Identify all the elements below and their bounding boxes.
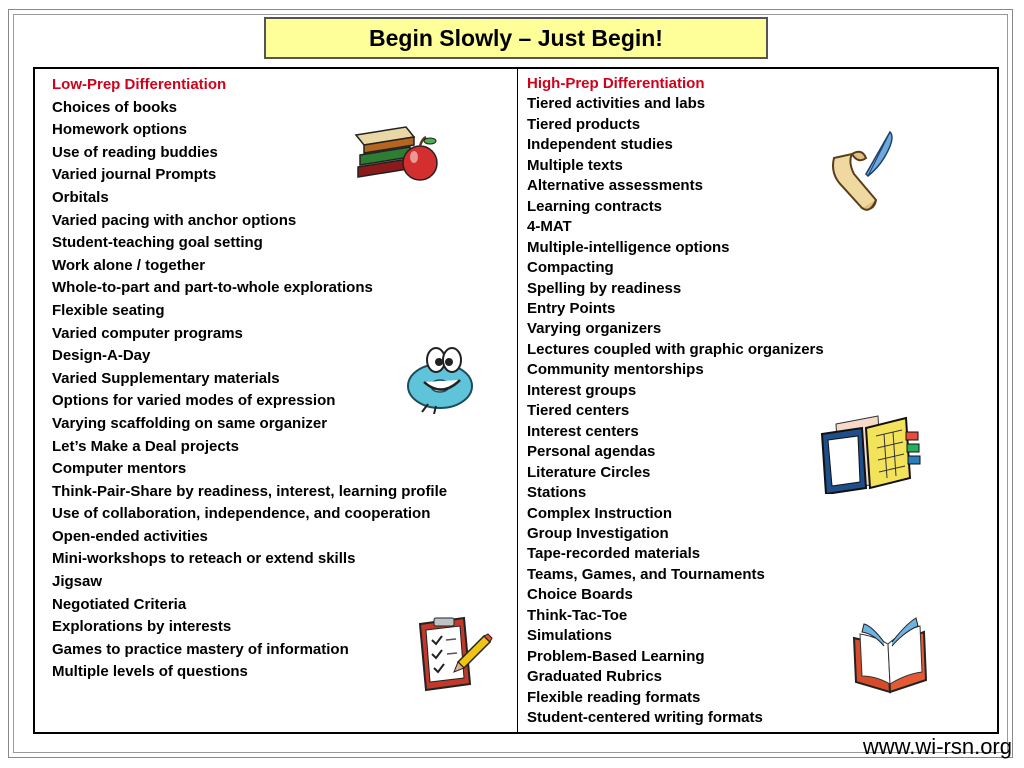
clipboard-icon	[414, 614, 494, 692]
list-item: Interest centers	[527, 422, 639, 440]
list-item: Student-teaching goal setting	[52, 234, 263, 252]
list-item: Group Investigation	[527, 524, 669, 542]
list-item: Varied pacing with anchor options	[52, 211, 297, 229]
list-item: Work alone / together	[52, 256, 206, 274]
list-item: Use of reading buddies	[52, 143, 218, 161]
list-item: Open-ended activities	[52, 527, 208, 545]
list-item: Compacting	[527, 259, 614, 277]
slide-title: Begin Slowly – Just Begin!	[369, 24, 663, 51]
low-prep-header: Low-Prep Differentiation	[52, 76, 227, 93]
list-item: Tape-recorded materials	[527, 545, 701, 563]
list-item: Flexible reading formats	[527, 688, 701, 706]
list-item: Options for varied modes of expression	[52, 392, 336, 410]
high-prep-header: High-Prep Differentiation	[527, 75, 705, 92]
list-item: Varying scaffolding on same organizer	[52, 414, 328, 432]
list-item: Independent studies	[527, 136, 673, 154]
list-item: Tiered activities and labs	[527, 95, 706, 113]
list-item: Varying organizers	[527, 320, 662, 338]
list-item: Interest groups	[527, 381, 637, 399]
list-item: Spelling by readiness	[527, 279, 682, 297]
list-item: Community mentorships	[527, 361, 704, 379]
high-prep-column	[527, 74, 824, 729]
list-item: Mini-workshops to reteach or extend skills	[52, 550, 356, 568]
list-item: Stations	[527, 484, 587, 502]
list-item: Learning contracts	[527, 197, 663, 215]
list-item: Tiered products	[527, 115, 641, 133]
list-item: Whole-to-part and part-to-whole explorations	[52, 279, 373, 297]
list-item: Use of collaboration, independence, and cooperation	[52, 505, 431, 523]
list-item: 4-MAT	[527, 218, 572, 236]
list-item: Varied Supplementary materials	[52, 369, 280, 387]
list-item: Problem-Based Learning	[527, 647, 705, 665]
books-apple-icon	[350, 115, 442, 187]
list-item: Varied journal Prompts	[52, 166, 217, 184]
list-item: Complex Instruction	[527, 504, 673, 522]
list-item: Negotiated Criteria	[52, 595, 187, 613]
footer-url: www.wi-rsn.org	[862, 734, 1012, 759]
list-item: Varied computer programs	[52, 324, 243, 342]
list-item: Teams, Games, and Tournaments	[527, 565, 765, 583]
list-item: Games to practice mastery of information	[52, 640, 349, 658]
list-item: Alternative assessments	[527, 177, 703, 195]
list-item: Multiple texts	[527, 156, 623, 174]
list-item: Choice Boards	[527, 586, 633, 604]
list-item: Think-Tac-Toe	[527, 606, 628, 624]
list-item: Choices of books	[52, 98, 178, 116]
list-item: Explorations by interests	[52, 618, 232, 636]
list-item: Multiple-intelligence options	[527, 238, 730, 256]
list-item: Orbitals	[52, 188, 109, 206]
list-item: Student-centered writing formats	[527, 709, 763, 727]
title-box	[264, 17, 768, 59]
binder-icon	[818, 412, 926, 494]
list-item: Computer mentors	[52, 460, 187, 478]
list-item: Flexible seating	[52, 301, 165, 319]
column-divider	[517, 69, 518, 732]
list-item: Tiered centers	[527, 402, 630, 420]
list-item: Personal agendas	[527, 443, 656, 461]
list-item: Simulations	[527, 627, 613, 645]
list-item: Literature Circles	[527, 463, 651, 481]
scroll-quill-icon	[822, 128, 898, 214]
list-item: Lectures coupled with graphic organizers	[527, 340, 824, 358]
list-item: Entry Points	[527, 299, 616, 317]
list-item: Let’s Make a Deal projects	[52, 437, 240, 455]
open-book-icon	[848, 614, 932, 694]
list-item: Think-Pair-Share by readiness, interest, learning profile	[52, 482, 448, 500]
list-item: Homework options	[52, 121, 188, 139]
list-item: Design-A-Day	[52, 347, 151, 365]
list-item: Graduated Rubrics	[527, 668, 663, 686]
list-item: Multiple levels of questions	[52, 663, 248, 681]
cd-disc-icon	[402, 342, 480, 414]
list-item: Jigsaw	[52, 573, 103, 591]
